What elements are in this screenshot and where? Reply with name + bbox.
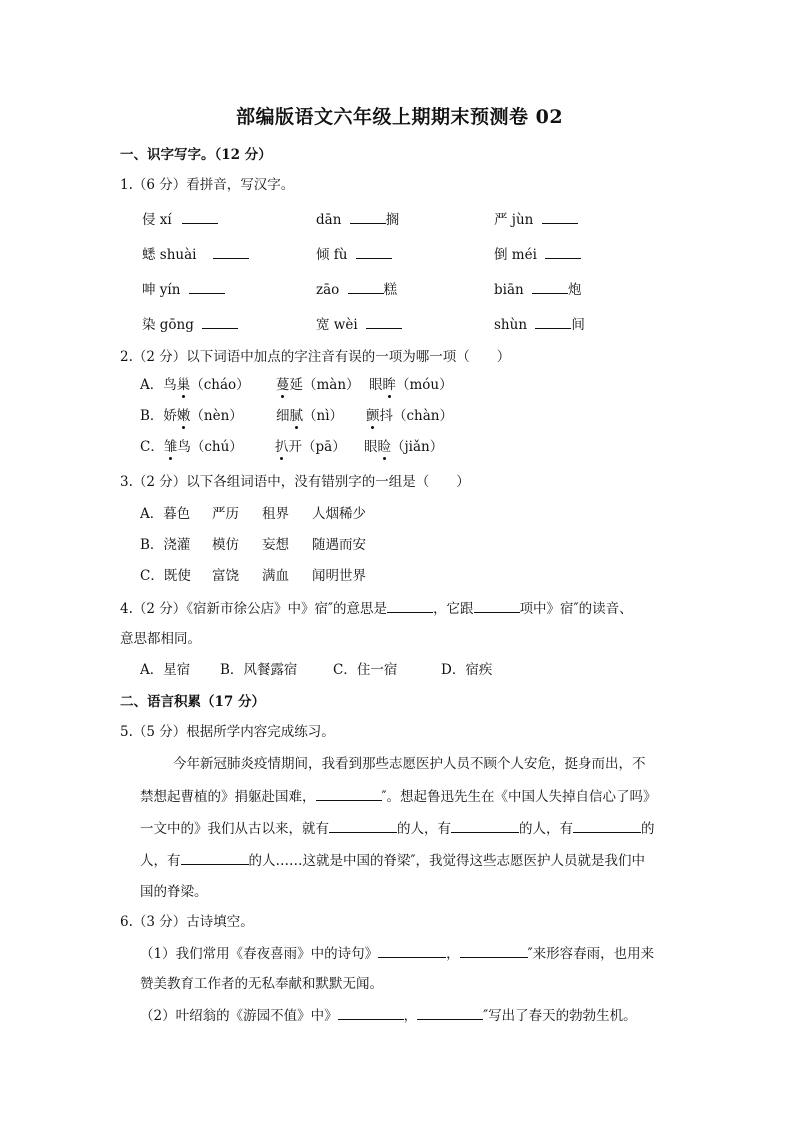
pinyin-item: zāo 糕 <box>316 282 398 298</box>
section-1-heading: 一、识字写字。（12 分） <box>120 147 272 163</box>
pinyin-item: 倾 fù <box>316 246 392 263</box>
q4-option-c[interactable]: C．住一宿 <box>333 662 398 678</box>
q6-sub-2: （2）叶绍翁的《游园不值》中》 ， ″写出了春天的勃勃生机。 <box>140 1008 637 1024</box>
q5-text-line: 禁想起曹植的》捐躯赴国难， ″。想起鲁迅先生在《中国人失掉自信心了吗》 <box>140 789 657 805</box>
answer-blank[interactable] <box>202 316 238 329</box>
pinyin-item: shùn 间 <box>494 317 585 333</box>
pinyin-item: biān 炮 <box>494 282 582 298</box>
section-2-heading: 二、语言积累（17 分） <box>120 694 265 710</box>
answer-blank[interactable] <box>451 820 519 833</box>
q2-option-b-part: 颤抖（chàn） <box>366 408 453 424</box>
q6-stem: 6.（3 分）古诗填空。 <box>120 914 254 930</box>
answer-blank[interactable] <box>573 820 641 833</box>
q3-stem: 3.（2 分）以下各组词语中，没有错别字的一组是（ ） <box>120 474 470 490</box>
answer-blank[interactable] <box>366 316 402 329</box>
answer-blank[interactable] <box>387 600 433 613</box>
q5-text-line: 国的脊梁。 <box>140 884 208 900</box>
q5-text-line: 今年新冠肺炎疫情期间，我看到那些志愿医护人员不顾个人安危，挺身而出，不 <box>173 756 646 772</box>
pinyin-item: 严 jùn <box>494 211 578 228</box>
answer-blank[interactable] <box>189 281 225 294</box>
answer-blank[interactable] <box>350 211 386 224</box>
answer-blank[interactable] <box>356 246 392 259</box>
answer-blank[interactable] <box>474 600 520 613</box>
q4-option-b[interactable]: B．风餐露宿 <box>220 662 298 678</box>
pinyin-item: 染 gōng <box>142 316 238 333</box>
q4-option-d[interactable]: D．宿疾 <box>441 662 493 678</box>
answer-blank[interactable] <box>338 1007 404 1020</box>
pinyin-item: dān 搁 <box>316 212 400 228</box>
answer-blank[interactable] <box>532 281 568 294</box>
answer-blank[interactable] <box>460 945 528 958</box>
q2-stem: 2.（2 分）以下词语中加点的字注音有误的一项为哪一项（ ） <box>120 349 511 365</box>
answer-blank[interactable] <box>181 852 249 865</box>
pinyin-item: 宽 wèi <box>316 316 402 333</box>
q2-option-c-part: 扒开（pā） <box>275 439 346 455</box>
answer-blank[interactable] <box>348 281 384 294</box>
answer-blank[interactable] <box>417 1007 483 1020</box>
q4-option-a[interactable]: A．星宿 <box>140 662 191 678</box>
answer-blank[interactable] <box>213 246 249 259</box>
pinyin-item: 呻 yín <box>142 281 225 298</box>
q5-stem: 5.（5 分）根据所学内容完成练习。 <box>120 724 335 740</box>
q5-text-line: 一文中的》我们从古以来，就有 的人，有 的人，有 的 <box>140 821 655 837</box>
q6-sub-1: （1）我们常用《春夜喜雨》中的诗句》 ， ″来形容春雨，也用来 <box>140 946 655 962</box>
q2-option-a-part: 蔓延（màn） <box>276 377 360 393</box>
q4-stem: 4.（2 分）《宿新市徐公店》中》宿″的意思是 ，它跟 项中》宿″的读音、 <box>120 601 633 617</box>
q4-stem-cont: 意思都相同。 <box>120 631 201 647</box>
q2-option-a-part: 眼眸（móu） <box>369 377 453 393</box>
answer-blank[interactable] <box>545 246 581 259</box>
pinyin-item: 蟋 shuài <box>142 246 249 263</box>
answer-blank[interactable] <box>542 211 578 224</box>
answer-blank[interactable] <box>378 945 446 958</box>
q2-option-b[interactable]: B．娇嫩（nèn） <box>140 408 243 424</box>
answer-blank[interactable] <box>329 820 397 833</box>
pinyin-item: 倒 méi <box>494 246 581 263</box>
exam-page: 部编版语文六年级上期期末预测卷 02 一、识字写字。（12 分） 1.（6 分）看拼音，写汉字。 侵 xí dān 搁 严 jùn 蟋 shuài 倾 fù 倒 méi 呻 yín zāo 糕 biān 炮 染 gōng 宽 wèi shùn 间 2.（2 分）以下词语中加点的字注音有误的一项为哪一项（ ） A．鸟巢（cháo） 蔓延（màn） 眼眸（móu） B．娇嫩（nèn） 细腻（nì） 颤抖（chàn） C．雏鸟（chú） 扒开（pā） 眼睑（jiǎn） 3.（2 分）以下各组词语中，没有错别字的一组是（ ） A．暮色 严历 租界 人烟稀少 B．浇灌 模仿 妄想 随遇而安 C．既使 富饶 满血 闻明世界 4.（2 分）《宿新市徐公店》中》宿″的意思是 ，它跟 项中》宿″的读音、 意思都相同。 A．星宿 B．风餐露宿 C．住一宿 D．宿疾 二、语言积累（17 分） 5.（5 分）根据所学内容完成练习。 今年新冠肺炎疫情期间，我看到那些志愿医护人员不顾个人安危，挺身而出，不 禁想起曹植的》捐躯赴国难， ″。想起鲁迅先生在《中国人失掉自信心了吗》 一文中的》我们从古以来，就有 的人，有 的人，有 的 人，有 的人……这就是中国的脊梁″，我觉得这些志愿医护人员就是我们中 国的脊梁。 6.（3 分）古诗填空。 （1）我们常用《春夜喜雨》中的诗句》 ， ″来形容春雨，也用来 赞美教育工作者的无私奉献和默默无闻。 （2）叶绍翁的《游园不值》中》 ， ″写出了春天的勃勃生机。 <box>120 106 657 1024</box>
q5-text-line: 人，有 的人……这就是中国的脊梁″，我觉得这些志愿医护人员就是我们中 <box>140 853 646 869</box>
answer-blank[interactable] <box>535 316 571 329</box>
pinyin-item: 侵 xí <box>142 211 218 228</box>
q2-option-a[interactable]: A．鸟巢（cháo） <box>140 377 250 393</box>
page-title: 部编版语文六年级上期期末预测卷 02 <box>236 106 564 128</box>
q6-sub-1-cont: 赞美教育工作者的无私奉献和默默无闻。 <box>140 976 383 992</box>
answer-blank[interactable] <box>182 211 218 224</box>
q2-option-b-part: 细腻（nì） <box>276 408 344 424</box>
q1-stem: 1.（6 分）看拼音，写汉字。 <box>120 177 295 193</box>
answer-blank[interactable] <box>316 788 382 801</box>
q2-option-c-part: 眼睑（jiǎn） <box>364 439 444 455</box>
q2-option-c[interactable]: C．雏鸟（chú） <box>140 439 243 455</box>
